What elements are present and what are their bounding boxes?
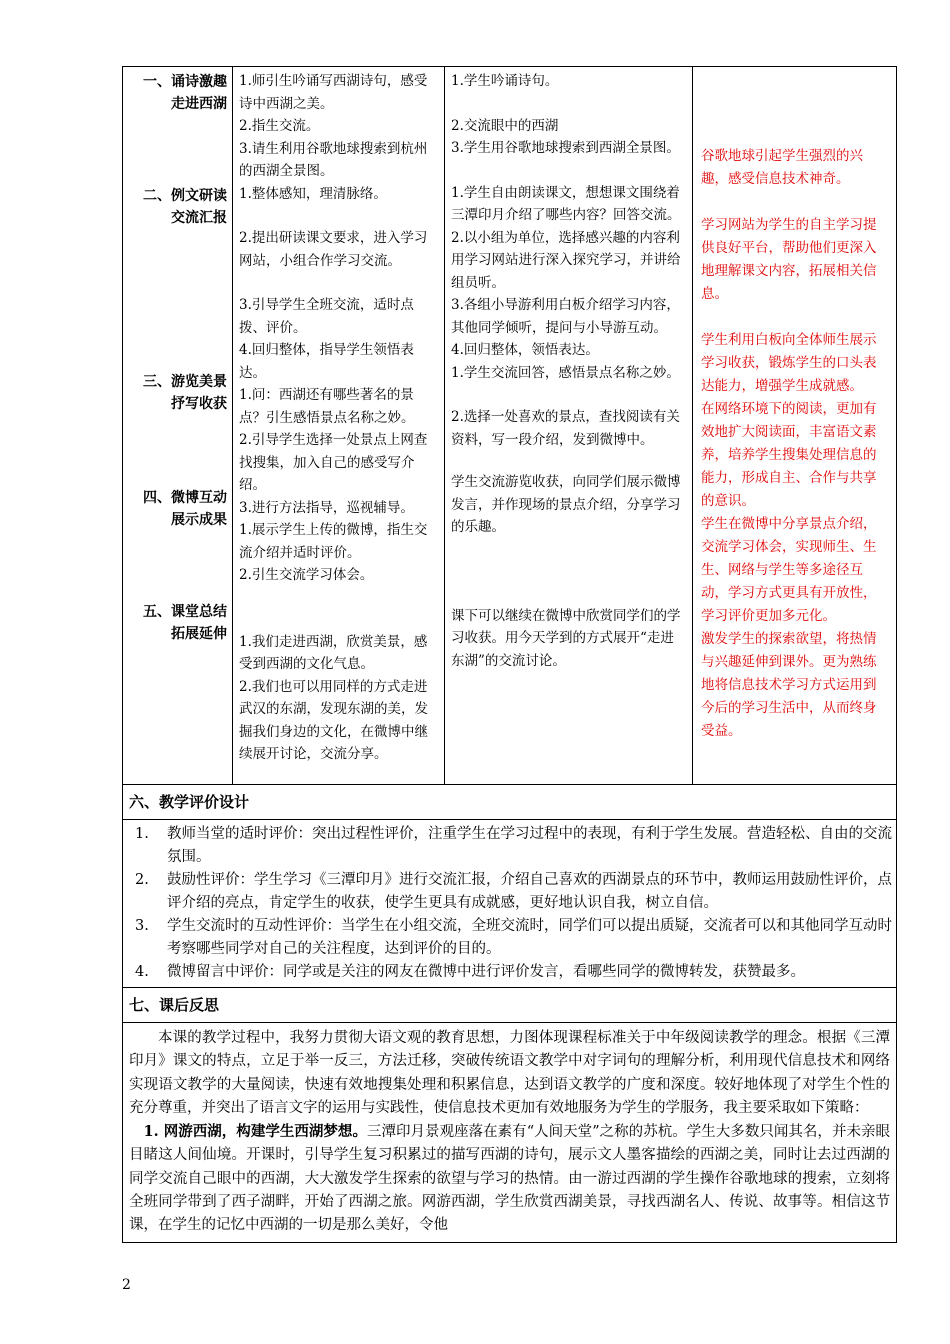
eval-title-row	[123, 785, 897, 820]
stage-column	[123, 67, 233, 785]
eval-item	[127, 823, 892, 869]
stage-1: 一、诵诗激趣 走进西湖	[143, 74, 227, 112]
eval-content-cell	[123, 820, 897, 988]
eval-section-title: 六、教学评价设计	[123, 785, 897, 820]
stage-5: 五、课堂总结 拓展延伸	[143, 604, 227, 642]
lesson-table	[122, 66, 897, 1243]
intent-item: 学生利用白板向全体师生展示学习收获，锻炼学生的口头表达能力，增强学生成就感。	[701, 332, 877, 394]
eval-text: 鼓励性评价：学生学习《三潭印月》进行交流汇报，介绍自己喜欢的西湖景点的环节中，教师运用鼓励性评价，点评介绍的亮点，肯定学生的收获，使学生更具有成就感，更好地认识自我，树立自信。	[167, 872, 892, 911]
intent-item: 学习网站为学生的自主学习提供良好平台，帮助他们更深入地理解课文内容，拓展相关信息。	[701, 217, 877, 302]
teacher-item: 1.展示学生上传的微博，指生交流介绍并适时评价。	[239, 522, 428, 561]
student-item: 2.选择一处喜欢的景点，查找阅读有关资料，写一段介绍，发到微博中。	[451, 409, 680, 448]
student-item: 课下可以继续在微博中欣赏同学们的学习收获。用今天学到的方式展开“走进东湖”的交流讨论。	[451, 607, 681, 669]
student-item: 3.学生用谷歌地球搜索到西湖全景图。	[451, 140, 680, 156]
refl-section-title: 七、课后反思	[123, 988, 897, 1023]
teacher-activities	[233, 67, 445, 785]
teacher-item: 2.提出研读课文要求，进入学习网站，小组合作学习交流。	[239, 230, 428, 269]
teacher-item: 2.引生交流学习体会。	[239, 567, 374, 583]
student-item: 1.学生交流回答，感悟景点名称之妙。	[451, 364, 680, 381]
student-item: 2.交流眼中的西湖	[451, 117, 559, 134]
refl-content-row	[123, 1023, 897, 1243]
refl-paragraph-2	[129, 1120, 890, 1237]
teacher-item: 2.我们也可以用同样的方式走进武汉的东湖，发现东湖的美，发掘我们身边的文化，在微博中继续展开讨论，交流分享。	[239, 678, 428, 762]
eval-num: 2.	[135, 872, 149, 888]
student-activities	[445, 67, 693, 785]
stage-3: 三、游览美景 抒写收获	[143, 374, 227, 412]
stage-2: 二、例文研读 交流汇报	[143, 188, 227, 226]
refl-title-row	[123, 988, 897, 1023]
eval-item	[127, 961, 892, 984]
teacher-item: 3.进行方法指导，巡视辅导。	[239, 499, 414, 516]
process-row	[123, 67, 897, 785]
eval-text: 微博留言中评价：同学或是关注的网友在微博中进行评价发言，看哪些同学的微博转发，获赞最多。	[167, 964, 805, 980]
student-item: 3.各组小导游利用白板介绍学习内容，其他同学倾听，提问与小导游互动。	[451, 297, 680, 336]
eval-num: 1.	[135, 826, 149, 842]
teacher-item: 1.整体感知，理清脉络。	[239, 185, 387, 202]
teacher-item: 3.引导学生全班交流，适时点拨、评价。	[239, 297, 414, 336]
eval-item	[127, 869, 892, 915]
student-item: 1.学生自由朗读课文，想想课文围绕着三潭印月介绍了哪些内容？回答交流。	[451, 184, 681, 223]
student-item: 2.以小组为单位，选择感兴趣的内容利用学习网站进行深入探究学习，并讲给组员听。	[451, 229, 681, 291]
eval-num: 4.	[135, 964, 149, 980]
teacher-item: 1.问：西湖还有哪些著名的景点？引生感悟景点名称之妙。	[239, 387, 415, 426]
teacher-item: 4.回归整体，指导学生领悟表达。	[239, 342, 414, 381]
eval-num: 3.	[135, 918, 149, 934]
teacher-item: 3.请生利用谷歌地球搜索到杭州的西湖全景图。	[239, 140, 428, 179]
student-item: 学生交流游览收获，向同学们展示微博发言，并作现场的景点介绍，分享学习的乐趣。	[451, 474, 681, 535]
teacher-item: 1.师引生吟诵写西湖诗句，感受诗中西湖之美。	[239, 73, 428, 112]
page-content	[122, 66, 896, 1243]
intent-item: 在网络环境下的阅读，更加有效地扩大阅读面，丰富语文素养，培养学生搜集处理信息的能力，形成自主、合作与共享的意识。	[701, 401, 877, 509]
refl-content-cell	[123, 1023, 897, 1243]
eval-content-row	[123, 820, 897, 988]
intent-item: 激发学生的探索欲望，将热情与兴趣延伸到课外。更为熟练地将信息技术学习方式运用到今后的学习生活中，从而终身受益。	[701, 631, 877, 739]
eval-text: 学生交流时的互动性评价：当学生在小组交流，全班交流时，同学们可以提出质疑，交流者可以和其他同学互动时考察哪些同学对自己的关注程度，达到评价的目的。	[167, 918, 892, 957]
intent-item: 学生在微博中分享景点介绍，交流学习体会，实现师生、生生、网络与学生等多途径互动，学习方式更具有开放性，学习评价更加多元化。	[701, 516, 877, 624]
refl-strategy-text: 三潭印月景观座落在素有“人间天堂”之称的苏杭。学生大多数只闻其名，并未亲眼目睹这人间仙境。开课时，引导学生复习积累过的描写西湖的诗句，展示文人墨客描绘的西湖之美，同时让去过西湖的同学交流自己眼中的西湖，大大激发学生探索的欲望与学习的热情。由一游过西湖的学生操作谷歌地球的搜索，立刻将全班同学带到了西子湖畔，开始了西湖之旅。网游西湖，学生欣赏西湖美景，寻找西湖名人、传说、故事等。相信这节课，在学生的记忆中西湖的一切是那么美好，令他	[129, 1124, 891, 1234]
refl-paragraph-1: 本课的教学过程中，我努力贯彻大语文观的教育思想，力图体现课程标准关于中年级阅读教学的理念。根据《三潭印月》课文的特点，立足于举一反三，方法迁移，突破传统语文教学中对字词句的理解分析，利用现代信息技术和网络实现语文教学的大量阅读，快速有效地搜集处理和积累信息，达到语文教学的广度和深度。较好地体现了对学生个性的充分尊重，并突出了语言文字的运用与实践性，使信息技术更加有效地服务为学生的学服务，我主要采取如下策略：	[129, 1030, 890, 1116]
refl-strategy-heading: 1. 网游西湖，构建学生西湖梦想。	[143, 1123, 367, 1141]
intent-item: 谷歌地球引起学生强烈的兴趣，感受信息技术神奇。	[701, 148, 863, 187]
eval-item	[127, 915, 892, 961]
student-item: 4.回归整体，领悟表达。	[451, 342, 599, 358]
teacher-item: 2.指生交流。	[239, 118, 320, 134]
teacher-item: 2.引导学生选择一处景点上网查找搜集，加入自己的感受写介绍。	[239, 432, 428, 493]
page-number: 2	[122, 1277, 131, 1293]
stage-4: 四、微博互动 展示成果	[143, 490, 227, 528]
eval-text: 教师当堂的适时评价：突出过程性评价，注重学生在学习过程中的表现，有利于学生发展。营造轻松、自由的交流氛围。	[167, 826, 892, 865]
student-item: 1.学生吟诵诗句。	[451, 73, 559, 89]
teacher-item: 1.我们走进西湖，欣赏美景，感受到西湖的文化气息。	[239, 633, 428, 672]
eval-list	[123, 820, 896, 987]
design-intent	[693, 67, 897, 785]
